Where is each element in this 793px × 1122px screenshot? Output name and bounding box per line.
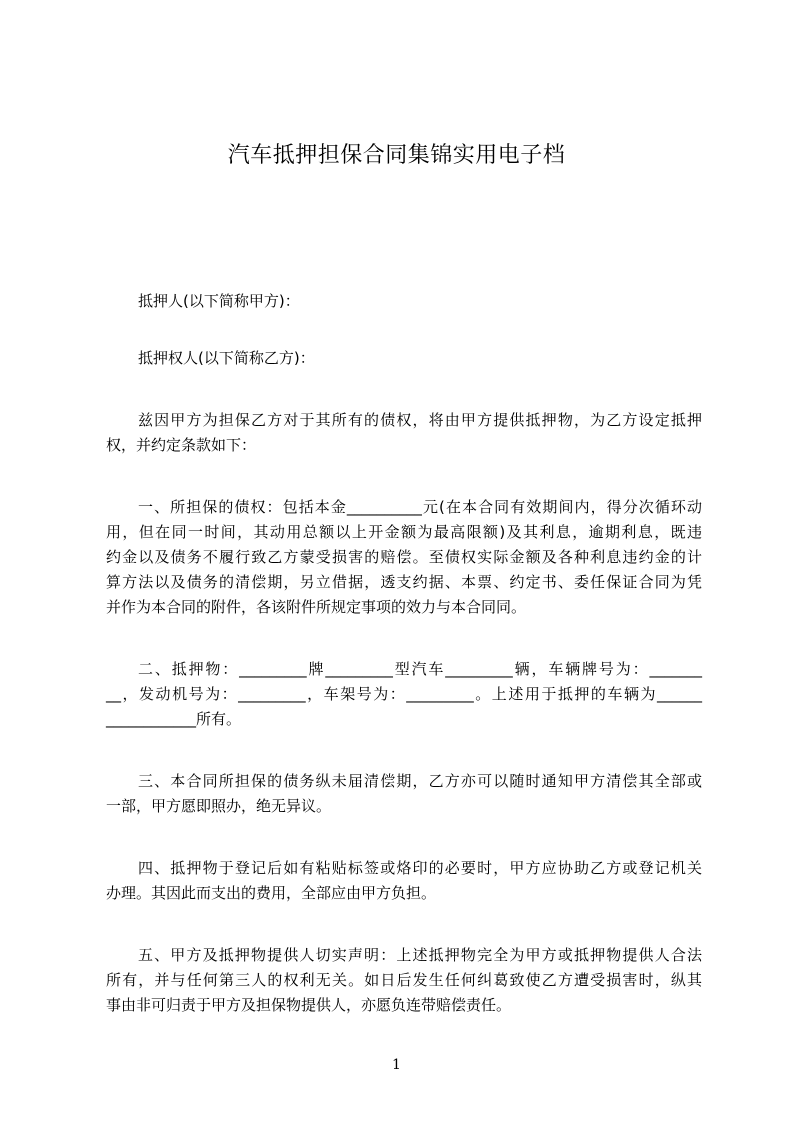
- paragraph-line: ____________所有。: [106, 710, 242, 728]
- paragraph-line: 一部，甲方愿即照办，绝无异议。: [106, 797, 332, 815]
- paragraph-line: 兹因甲方为担保乙方对于其所有的债权，将由甲方提供抵押物，为乙方设定抵押: [138, 411, 702, 429]
- document-title: 汽车抵押担保合同集锦实用电子档: [227, 143, 566, 168]
- paragraph-line: 三、本合同所担保的债务纵未届清偿期，乙方亦可以随时通知甲方清偿其全部或: [138, 772, 702, 790]
- paragraph-line: 五、甲方及抵押物提供人切实声明：上述抵押物完全为甲方或抵押物提供人合法: [138, 946, 702, 964]
- paragraph-line: 四、抵押物于登记后如有粘贴标签或烙印的必要时，甲方应协助乙方或登记机关: [138, 859, 702, 877]
- paragraph-line: 所有，并与任何第三人的权利无关。如日后发生任何纠葛致使乙方遭受损害时，纵其: [106, 971, 702, 989]
- paragraph-line: 算方法以及债务的清偿期，另立借据，透支约据、本票、约定书、委任保证合同为凭: [106, 573, 702, 591]
- preamble-paragraph: [106, 408, 702, 458]
- paragraph-line: 二、抵押物：_________牌_________型汽车_________辆，车辆牌号为：_______: [138, 660, 702, 678]
- mortgagor-line: 抵押人(以下简称甲方)：: [138, 292, 300, 310]
- document-body: [106, 289, 702, 1018]
- clause-3-paragraph: [106, 769, 702, 819]
- page-number: 1: [392, 1057, 401, 1073]
- paragraph-line: 事由非可归责于甲方及担保物提供人，亦愿负连带赔偿责任。: [106, 996, 512, 1014]
- paragraph-line: 权，并约定条款如下：: [106, 436, 257, 454]
- paragraph-line: 办理。其因此而支出的费用，全部应由甲方负担。: [106, 884, 437, 902]
- clause-1-paragraph: [106, 495, 702, 620]
- paragraph-line: __，发动机号为：_________，车架号为：_________。上述用于抵押的车辆为______: [106, 685, 702, 703]
- paragraph-line: 约金以及债务不履行致乙方蒙受损害的赔偿。至债权实际金额及各种利息违约金的计: [106, 548, 702, 566]
- paragraph-line: 并作为本合同的附件，各该附件所规定事项的效力与本合同同。: [106, 598, 527, 616]
- paragraph-line: 一、所担保的债权：包括本金__________元(在本合同有效期间内，得分次循环动: [138, 498, 702, 516]
- paragraph-line: 用，但在同一时间，其动用总额以上开金额为最高限额)及其利息，逾期利息，既违: [106, 523, 702, 541]
- clause-5-paragraph: [106, 943, 702, 1018]
- clause-4-paragraph: [106, 856, 702, 906]
- mortgagee-line: 抵押权人(以下简称乙方)：: [138, 349, 315, 367]
- clause-2-paragraph: [106, 657, 702, 732]
